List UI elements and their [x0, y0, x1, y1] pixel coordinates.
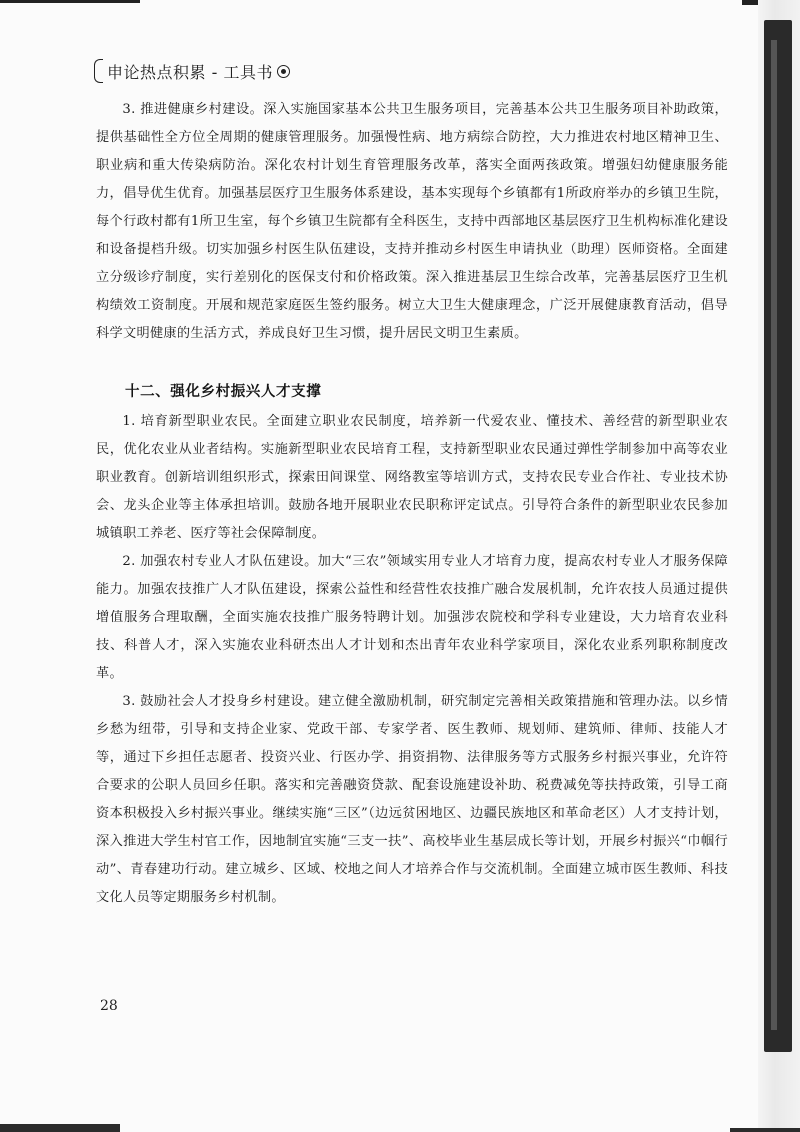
circle-dot-icon	[277, 65, 290, 78]
scan-edge-bottom-left	[0, 1124, 120, 1132]
header-title: 申论热点积累 - 工具书	[107, 62, 273, 82]
scan-edge-bottom-right	[730, 1128, 800, 1132]
page-number: 28	[100, 998, 118, 1014]
section-heading: 十二、强化乡村振兴人才支撑	[125, 384, 322, 400]
paragraph-health-village: 3. 推进健康乡村建设。深入实施国家基本公共卫生服务项目，完善基本公共卫生服务项目补助政策，提供基础性全方位全周期的健康管理服务。加强慢性病、地方病综合防控，大力推进农村地区精神卫生、职业病和重大传染病防治。深化农村计划生育管理服务改革，落实全面两孩政策。增强妇幼健康服务能力，倡导优生优育。加强基层医疗卫生服务体系建设，基本实现每个乡镇都有1所政府举办的乡镇卫生院，每个行政村都有1所卫生室，每个乡镇卫生院都有全科医生，支持中西部地区基层医疗卫生机构标准化建设和设备提档升级。切实加强乡村医生队伍建设，支持并推动乡村医生申请执业（助理）医师资格。全面建立分级诊疗制度，实行差别化的医保支付和价格政策。深入推进基层卫生综合改革，完善基层医疗卫生机构绩效工资制度。开展和规范家庭医生签约服务。树立大卫生大健康理念，广泛开展健康教育活动，倡导科学文明健康的生活方式，养成良好卫生习惯，提升居民文明卫生素质。	[96, 102, 728, 341]
header-bracket-icon	[94, 59, 103, 83]
paragraph-item-1: 1. 培育新型职业农民。全面建立职业农民制度，培养新一代爱农业、懂技术、善经营的新型职业农民，优化农业从业者结构。实施新型职业农民培育工程，支持新型职业农民通过弹性学制参加中高等农业职业教育。创新培训组织形式，探索田间课堂、网络教室等培训方式，支持农民专业合作社、专业技术协会、龙头企业等主体承担培训。鼓励各地开展职业农民职称评定试点。引导符合条件的新型职业农民参加城镇职工养老、医疗等社会保障制度。	[96, 414, 728, 541]
scan-edge-top-left	[0, 0, 140, 3]
body-content	[96, 96, 728, 912]
scan-edge-right-highlight	[771, 40, 777, 1030]
running-header	[94, 58, 290, 84]
scan-edge-right-bar	[764, 20, 792, 1052]
paragraph-item-2: 2. 加强农村专业人才队伍建设。加大“三农”领域实用专业人才培育力度，提高农村专业人才服务保障能力。加强农技推广人才队伍建设，探索公益性和经营性农技推广融合发展机制，允许农技人员通过提供增值服务合理取酬，全面实施农技推广服务特聘计划。加强涉农院校和学科专业建设，大力培育农业科技、科普人才，深入实施农业科研杰出人才计划和杰出青年农业科学家项目，深化农业系列职称制度改革。	[96, 554, 728, 681]
paragraph-item-3: 3. 鼓励社会人才投身乡村建设。建立健全激励机制，研究制定完善相关政策措施和管理办法。以乡情乡愁为纽带，引导和支持企业家、党政干部、专家学者、医生教师、规划师、建筑师、律师、技能人才等，通过下乡担任志愿者、投资兴业、行医办学、捐资捐物、法律服务等方式服务乡村振兴事业，允许符合要求的公职人员回乡任职。落实和完善融资贷款、配套设施建设补助、税费减免等扶持政策，引导工商资本积极投入乡村振兴事业。继续实施“三区”（边远贫困地区、边疆民族地区和革命老区）人才支持计划，深入推进大学生村官工作，因地制宜实施“三支一扶”、高校毕业生基层成长等计划，开展乡村振兴“巾帼行动”、青春建功行动。建立城乡、区域、校地之间人才培养合作与交流机制。全面建立城市医生教师、科技文化人员等定期服务乡村机制。	[96, 694, 728, 905]
